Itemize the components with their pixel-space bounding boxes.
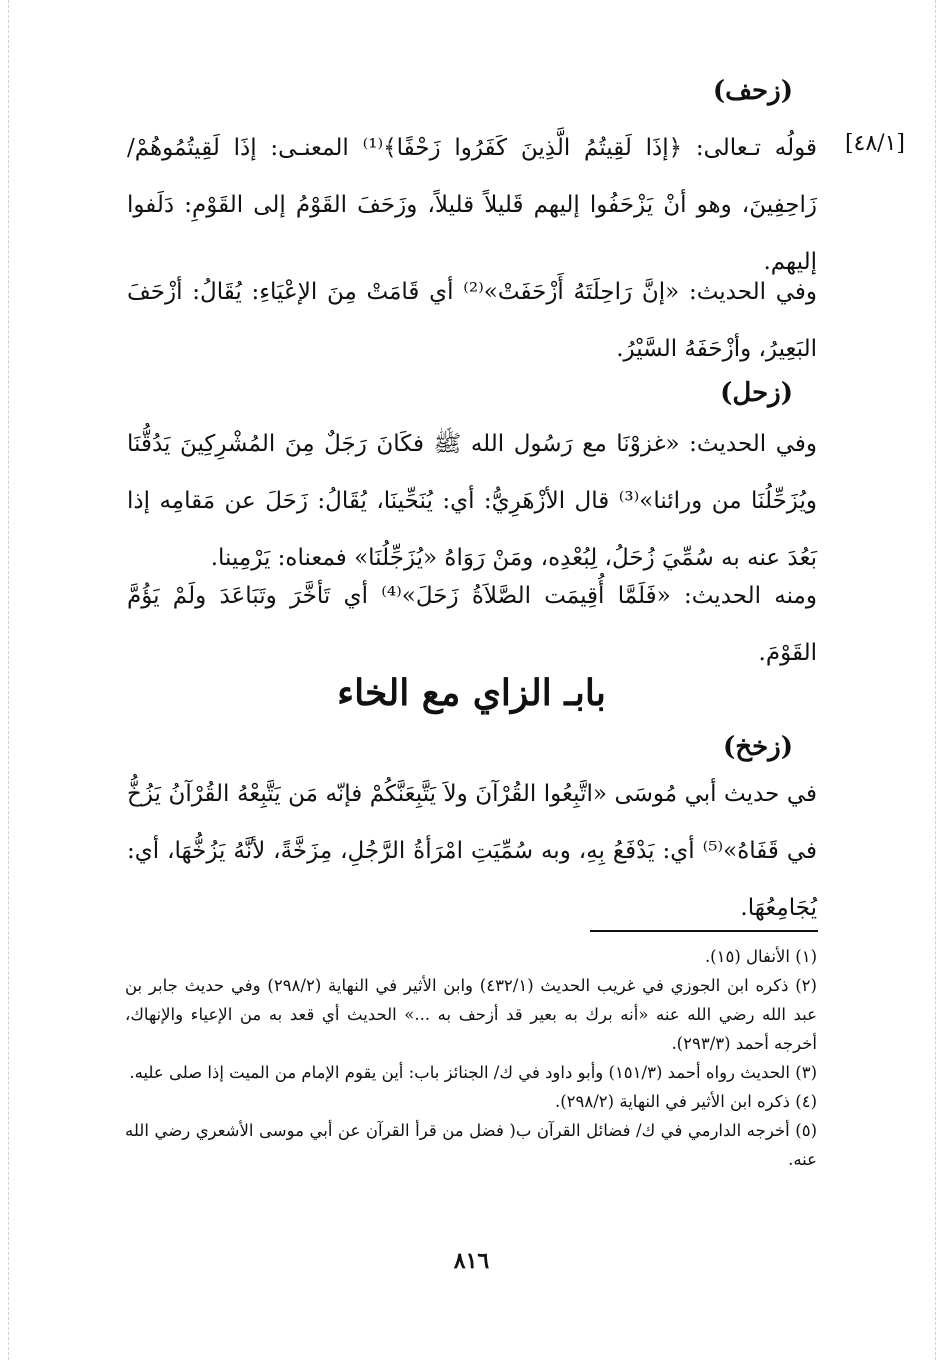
paragraph-zahf-2: وفي الحديث: «إنَّ رَاحِلَتَهُ أَزْحَفَتْ»⁽²⁾ أي قَامَتْ مِنَ الإعْيَاءِ: يُقَالُ: أزْحَفَ البَعِيرُ، وأزْحَفَهُ السَّيْرُ. bbox=[127, 279, 817, 362]
section-heading-zakhkh: (زخخ) bbox=[722, 732, 793, 762]
footnote-2: (٢) ذكره ابن الجوزي في غريب الحديث (٤٣٢/١) وابن الأثير في النهاية (٢٩٨/٢) وفي حديث جابر بن عبد الله رضي الله عنه «أنه برك به بعير قد أزحف به ...» الحديث أي قعد به من الإعياء والإنهاك، أخرجه أحمد (٢٩٣/٣). bbox=[125, 976, 817, 1053]
page-number: ٨١٦ bbox=[453, 1248, 490, 1274]
paragraph-zakhkh-1: في حديث أبي مُوسَى «اتَّبِعُوا القُرْآنَ ولاَ يَتَّبِعَنَّكُمْ فإنّه مَن يَتَّبِعْهُ القُرْآنُ يَزُخُّ في قَفَاهُ»⁽⁵⁾ أي: يَدْفَعُ بِهِ، وبه سُمِّيَتِ امْرَأةُ الرَّجُلِ، مِزَخَّةً، لأنَّهُ يَزُخُّهَا، أي: يُجَامِعُهَا. bbox=[127, 781, 817, 921]
section-heading-zahl: (زحل) bbox=[720, 378, 793, 408]
footnote-3: (٣) الحديث رواه أحمد (١٥١/٣) وأبو داود في ك/ الجنائز باب: أين يقوم الإمام من الميت إذا صلى عليه. bbox=[129, 1063, 817, 1082]
footnote-4: (٤) ذكره ابن الأثير في النهاية (٢٩٨/٢). bbox=[554, 1092, 817, 1111]
footnotes bbox=[125, 942, 817, 1174]
section-heading-zahf: (زحف) bbox=[712, 76, 793, 106]
paragraph-zahl-2: ومنه الحديث: «فَلَمَّا أُقِيمَت الصَّلاَةُ زَحَلَ»⁽⁴⁾ أي تَأخَّرَ وتَبَاعَدَ ولَمْ يَؤُمَّ القَوْمَ. bbox=[127, 583, 817, 666]
footnote-5: (٥) أخرجه الدارمي في ك/ فضائل القرآن ب( فضل من قرأ القرآن عن أبي موسى الأشعري رضي الله عنه. bbox=[125, 1121, 817, 1169]
footnote-separator bbox=[590, 930, 818, 932]
margin-reference: [٤٨/١] bbox=[844, 131, 905, 156]
paragraph-zahl-1: وفي الحديث: «غزوْنَا مع رَسُول الله ﷺ فكَانَ رَجَلٌ مِنَ المُشْرِكِينَ يَدُقُّنَا ويُزَحِّلُنَا من ورائنا»⁽³⁾ قال الأزْهَرِيُّ: أي: يُنَحِّينَا، يُقَالُ: زَحَلَ عن مَقامِه إذا بَعُدَ عنه به سُمِّيَ زُحَلُ، لِبُعْدِه، ومَنْ رَوَاهُ «يُزَجِّلُنَا» فمعناه: يَرْمِينا. bbox=[127, 431, 817, 571]
chapter-title: بابـ الزاي مع الخاء bbox=[337, 672, 606, 714]
paragraph-zahf-1: قولُه تـعالى: ﴿إذَا لَقِيتُمُ الَّذِينَ كَفَرُوا زَحْفًا﴾⁽¹⁾ المعنـى: إذَا لَقِيتُمُوهُمْ/ زَاحِفِينَ، وهو أنْ يَزْحَفُوا إليهم قَليلاً قليلاً، وزَحَفَ القَوْمُ إلى القَوْمِ: دَلَفوا إليهم. bbox=[127, 135, 817, 275]
footnote-1: (١) الأنفال (١٥). bbox=[704, 947, 817, 966]
